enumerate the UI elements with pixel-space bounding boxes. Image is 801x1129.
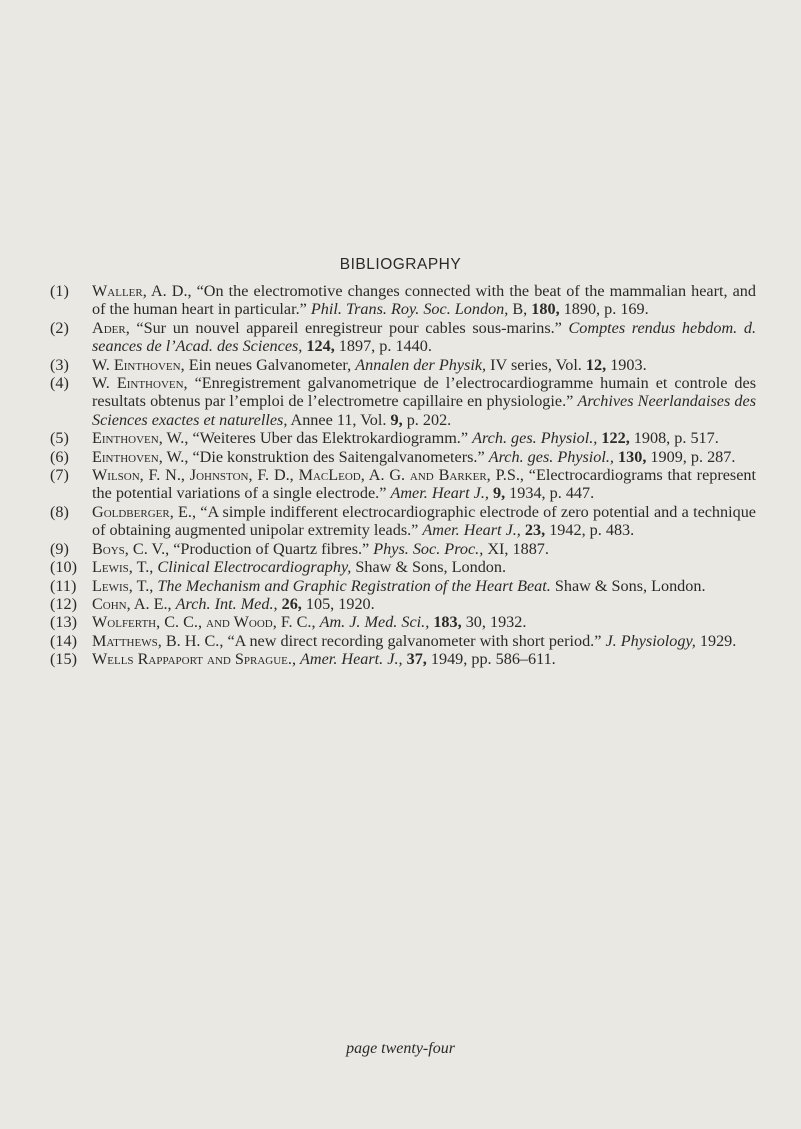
reference-number: (5) (50, 429, 69, 448)
reference-item (50, 466, 756, 503)
reference-text: “A new direct recording galvanometer with short period.” (223, 631, 606, 650)
bibliography-list (50, 282, 756, 669)
page-footer: page twenty-four (346, 1040, 455, 1057)
reference-volume: 9, (492, 484, 506, 503)
reference-journal: Annalen der Physik, (355, 355, 487, 374)
reference-volume: 180, (531, 300, 560, 319)
reference-author: W. Einthoven, (92, 374, 188, 393)
reference-pre: Shaw & Sons, London. (351, 558, 507, 577)
reference-item (50, 448, 756, 466)
reference-author: Wolferth, C. C., and Wood, F. C., (92, 613, 316, 632)
reference-post: 1897, p. 1440. (334, 337, 432, 356)
reference-author: Matthews, B. H. C., (92, 631, 224, 650)
reference-item (50, 540, 756, 558)
reference-number: (11) (50, 576, 77, 595)
reference-number: (12) (50, 594, 77, 613)
reference-pre: Shaw & Sons, London. (550, 576, 706, 595)
reference-author: Wells Rappaport and Sprague., (92, 650, 296, 669)
reference-text: “Production of Quartz fibres.” (169, 539, 374, 558)
reference-author: Ader, (92, 318, 130, 337)
reference-number: (13) (50, 613, 77, 632)
reference-post: 1949, pp. 586–611. (426, 650, 556, 669)
reference-item (50, 595, 756, 613)
reference-item (50, 356, 756, 374)
reference-text: “Electrocardiograms that represent the potential variations of a single electrode.” (92, 466, 757, 503)
reference-number: (10) (50, 558, 77, 577)
reference-journal: Archives Neerlandaises des Sciences exactes et naturelles, (92, 392, 756, 429)
reference-journal: Am. J. Med. Sci., (319, 613, 430, 632)
reference-journal: Amer. Heart. J., (300, 650, 403, 669)
reference-journal: Amer. Heart J., (422, 521, 521, 540)
reference-volume: 23, (524, 521, 546, 540)
reference-journal: Comptes rendus hebdom. d. seances de l’Acad. des Sciences, (92, 318, 756, 356)
reference-item (50, 650, 756, 668)
reference-volume: 26, (281, 594, 302, 613)
reference-text: “Sur un nouvel appareil enregistreur pour cables sous-marins.” (129, 318, 569, 337)
reference-pre: IV series, Vol. (486, 355, 586, 374)
reference-author: Lewis, T., (92, 576, 154, 595)
reference-item (50, 282, 756, 319)
reference-journal: The Mechanism and Graphic Registration of the Heart Beat. (157, 576, 551, 595)
reference-number: (15) (50, 650, 77, 669)
reference-number: (7) (50, 466, 69, 485)
reference-item (50, 577, 756, 595)
reference-post: 1890, p. 169. (559, 300, 649, 319)
reference-post: 1942, p. 483. (545, 521, 635, 540)
reference-volume: 130, (618, 447, 647, 466)
reference-item (50, 374, 756, 429)
reference-text: “Enregistrement galvanometrique de l’electrocardiogramme humain et controle des resultats obtenus par l’emploi de l’electrometre capillaire en physiologie.” (92, 374, 756, 411)
reference-item (50, 632, 756, 650)
reference-post: 1908, p. 517. (629, 429, 719, 448)
reference-pre: Annee 11, Vol. (287, 410, 391, 429)
reference-pre: 1929. (695, 631, 737, 650)
reference-number: (3) (50, 355, 69, 374)
reference-journal: Arch. ges. Physiol., (488, 447, 614, 466)
reference-text: Ein neues Galvanometer, (184, 355, 356, 374)
reference-volume: 183, (433, 613, 462, 632)
reference-author: Boys, C. V., (92, 539, 170, 558)
reference-journal: Arch. ges. Physiol., (472, 429, 598, 448)
reference-volume: 124, (306, 337, 335, 356)
reference-author: Waller, A. D., (92, 282, 192, 300)
reference-post: 30, 1932. (461, 613, 527, 632)
reference-text: “On the electromotive changes connected with the beat of the mammalian heart, and of the human heart in particular.” (92, 282, 756, 319)
reference-author: Goldberger, E., (92, 502, 196, 521)
reference-volume: 122, (601, 429, 630, 448)
reference-number: (14) (50, 631, 77, 650)
reference-post: 105, 1920. (301, 594, 375, 613)
reference-author: Lewis, T., (92, 558, 154, 577)
reference-volume: 37, (406, 650, 427, 669)
reference-item (50, 429, 756, 447)
reference-post: p. 202. (402, 410, 452, 429)
reference-item (50, 503, 756, 540)
reference-text: “A simple indifferent electrocardiographic electrode of zero potential and a technique of obtaining augmented unipolar extremity leads.” (92, 502, 756, 540)
reference-author: W. Einthoven, (92, 355, 185, 374)
reference-item (50, 558, 756, 576)
reference-number: (6) (50, 447, 69, 466)
reference-author: Cohn, A. E., (92, 594, 172, 613)
reference-item (50, 613, 756, 631)
reference-pre: XI, 1887. (483, 539, 549, 558)
reference-journal: Clinical Electrocardiography, (157, 558, 352, 577)
reference-journal: Amer. Heart J., (390, 484, 489, 503)
reference-number: (1) (50, 282, 69, 300)
reference-volume: 9, (390, 410, 403, 429)
reference-post: 1903. (606, 355, 647, 374)
reference-journal: Arch. Int. Med., (175, 594, 278, 613)
reference-number: (2) (50, 318, 69, 337)
reference-journal: Phys. Soc. Proc., (373, 539, 484, 558)
reference-author: Einthoven, W., (92, 429, 189, 448)
reference-number: (9) (50, 539, 69, 558)
reference-number: (8) (50, 502, 69, 521)
reference-journal: Phil. Trans. Roy. Soc. London, (310, 300, 509, 319)
reference-journal: J. Physiology, (605, 631, 696, 650)
reference-post: 1934, p. 447. (505, 484, 595, 503)
reference-text: “Weiteres Uber das Elektrokardiogramm.” (188, 429, 473, 448)
reference-number: (4) (50, 374, 69, 393)
reference-volume: 12, (585, 355, 607, 374)
reference-item (50, 319, 756, 356)
reference-text: “Die konstruktion des Saitengalvanometers.” (188, 447, 489, 466)
page-title: BIBLIOGRAPHY (339, 256, 462, 273)
reference-post: 1909, p. 287. (646, 447, 736, 466)
reference-pre: B, (508, 300, 532, 319)
reference-author: Wilson, F. N., Johnston, F. D., MacLeod, A. G. and Barker, P.S., (92, 466, 524, 485)
reference-author: Einthoven, W., (92, 447, 189, 466)
